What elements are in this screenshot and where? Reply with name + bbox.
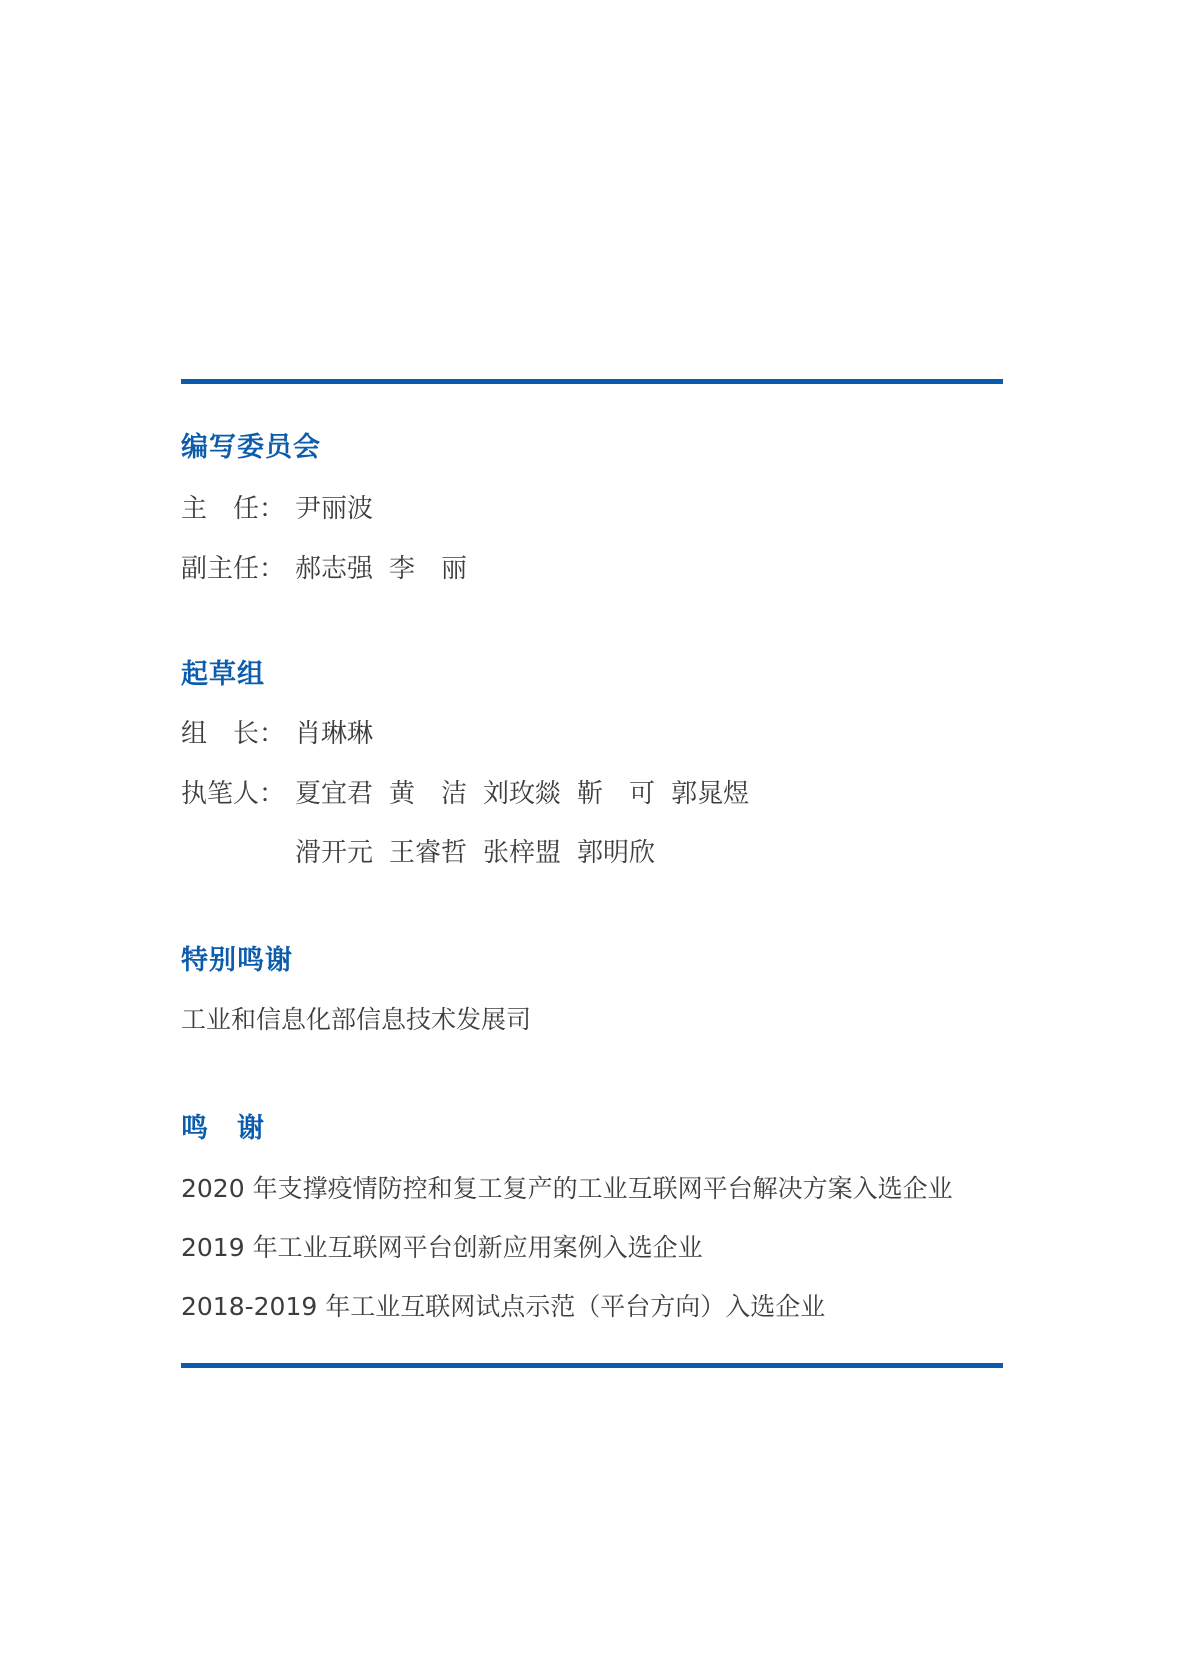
thanks-item: 2018-2019 年工业互联网试点示范（平台方向）入选企业 — [181, 1292, 826, 1321]
drafting-heading: 起草组 — [181, 659, 265, 690]
special-thanks-heading: 特别鸣谢 — [181, 945, 293, 976]
writers-label: 执笔人： — [181, 779, 286, 809]
thanks-heading: 鸣 谢 — [181, 1113, 265, 1144]
writer-name: 郭明欣 — [577, 838, 656, 868]
writer-name: 郭晁煜 — [671, 779, 750, 809]
writer-name: 滑开元 — [295, 838, 374, 868]
thanks-item: 2020 年支撑疫情防控和复工复产的工业互联网平台解决方案入选企业 — [181, 1174, 953, 1203]
writer-name: 王睿哲 — [389, 838, 468, 868]
writer-name: 夏宜君 — [295, 779, 374, 809]
writers-names-row2 — [295, 838, 671, 868]
writer-name: 黄 洁 — [389, 779, 468, 809]
director-label: 主 任： — [181, 494, 286, 524]
deputy-label: 副主任： — [181, 554, 286, 584]
leader-line — [181, 713, 389, 750]
writers-line — [181, 773, 765, 810]
committee-heading: 编写委员会 — [181, 432, 321, 463]
writers-names-row1 — [295, 779, 765, 809]
deputy-line — [181, 548, 483, 585]
thanks-item: 2019 年工业互联网平台创新应用案例入选企业 — [181, 1233, 703, 1262]
writer-name: 刘玫燚 — [483, 779, 562, 809]
deputy-names — [295, 554, 483, 584]
director-line — [181, 488, 389, 525]
leader-names — [295, 719, 389, 749]
writer-name: 张梓盟 — [483, 838, 562, 868]
deputy-name: 郝志强 — [295, 554, 374, 584]
deputy-name: 李 丽 — [389, 554, 468, 584]
leader-label: 组 长： — [181, 719, 286, 749]
special-thanks-item: 工业和信息化部信息技术发展司 — [181, 1005, 532, 1034]
director-name: 尹丽波 — [295, 494, 374, 524]
leader-name: 肖琳琳 — [295, 719, 374, 749]
writer-name: 靳 可 — [577, 779, 656, 809]
director-names — [295, 494, 389, 524]
writers-line-2 — [295, 832, 671, 869]
top-divider — [181, 379, 1003, 384]
bottom-divider — [181, 1363, 1003, 1368]
